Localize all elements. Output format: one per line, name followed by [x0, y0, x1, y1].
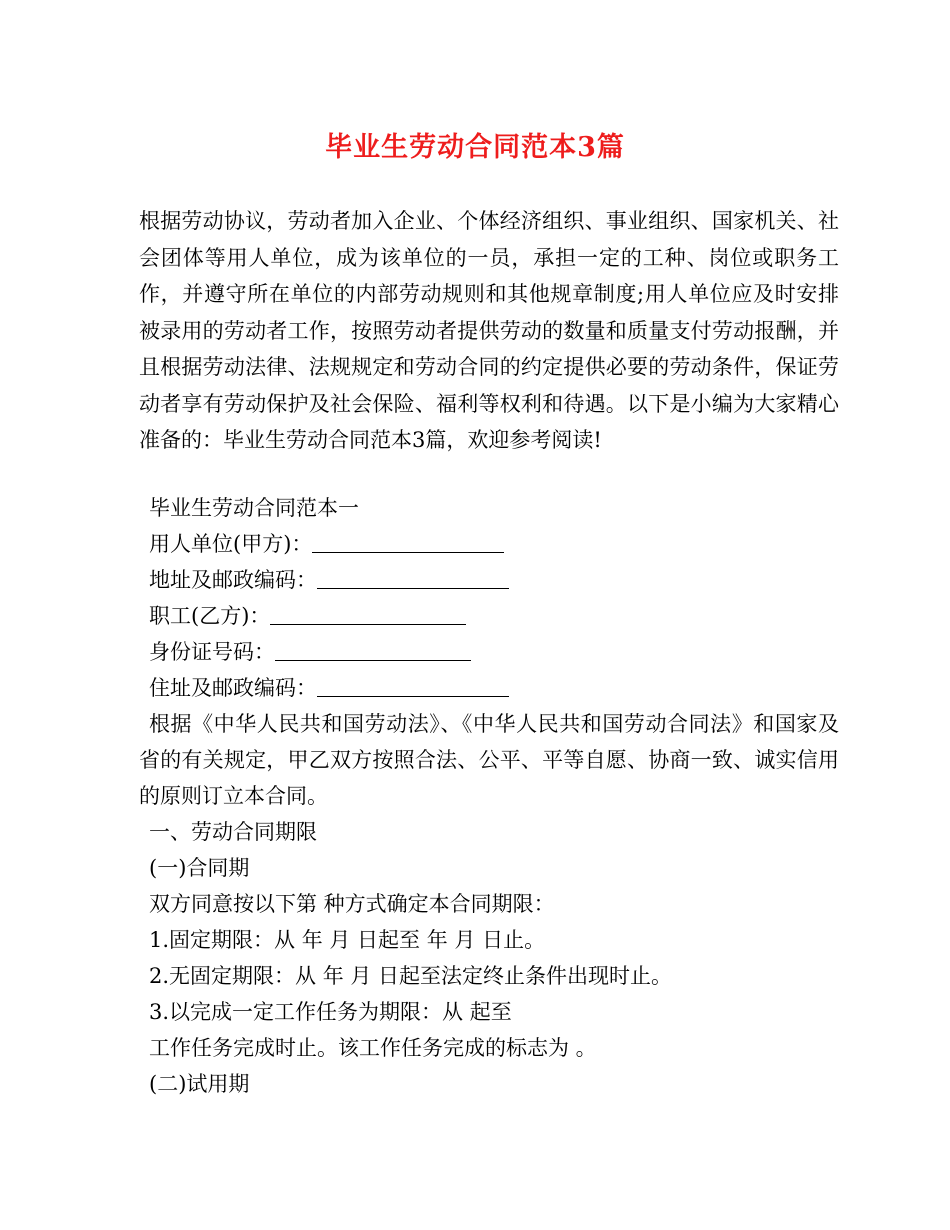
id-number-row [139, 634, 839, 670]
employer-field-row [139, 526, 839, 562]
clause1-title: 一、劳动合同期限 [149, 820, 317, 844]
employer-address-blank [317, 564, 509, 589]
id-number-blank [275, 636, 471, 661]
option-3: 3.以完成一定工作任务为期限：从 起至 [149, 1000, 512, 1024]
employer-label: 用人单位(甲方)： [149, 532, 313, 556]
employee-blank [270, 600, 466, 625]
sub2-title: (二)试用期 [149, 1072, 250, 1096]
employee-label: 职工(乙方)： [149, 604, 271, 628]
intro-paragraph: 根据劳动协议，劳动者加入企业、个体经济组织、事业组织、国家机关、社会团体等用人单位，成为该单位的一员，承担一定的工种、岗位或职务工作，并遵守所在单位的内部劳动规则和其他规章制度;用人单位应及时安排被录用的劳动者工作，按照劳动者提供劳动的数量和质量支付劳动报酬，并且根据劳动法律、法规规定和劳动合同的约定提供必要的劳动条件，保证劳动者享有劳动保护及社会保险、福利等权利和待遇。以下是小编为大家精心准备的：毕业生劳动合同范本3篇，欢迎参考阅读! [139, 209, 839, 452]
option-3-continuation: 工作任务完成时止。该工作任务完成的标志为 。 [149, 1036, 597, 1060]
employee-address-row [139, 670, 839, 706]
document-title: 毕业生劳动合同范本3篇 [325, 132, 625, 163]
option-1: 1.固定期限：从 年 月 日起至 年 月 日止。 [149, 928, 546, 952]
employer-address-row [139, 562, 839, 598]
option-2: 2.无固定期限：从 年 月 日起至法定终止条件出现时止。 [149, 964, 673, 988]
section-title: 毕业生劳动合同范本一 [149, 496, 359, 520]
id-number-label: 身份证号码： [149, 640, 275, 664]
employer-address-label: 地址及邮政编码： [149, 568, 317, 592]
employee-address-blank [317, 672, 509, 697]
employer-blank [312, 528, 504, 553]
employee-field-row [139, 598, 839, 634]
preamble-paragraph: 根据《中华人民共和国劳动法》、《中华人民共和国劳动合同法》和国家及省的有关规定，甲乙双方按照合法、公平、平等自愿、协商一致、诚实信用的原则订立本合同。 [139, 712, 839, 808]
agree-text: 双方同意按以下第 种方式确定本合同期限： [149, 892, 555, 916]
employee-address-label: 住址及邮政编码： [149, 676, 317, 700]
contract-body [139, 490, 839, 1102]
sub1-title: (一)合同期 [149, 856, 250, 880]
